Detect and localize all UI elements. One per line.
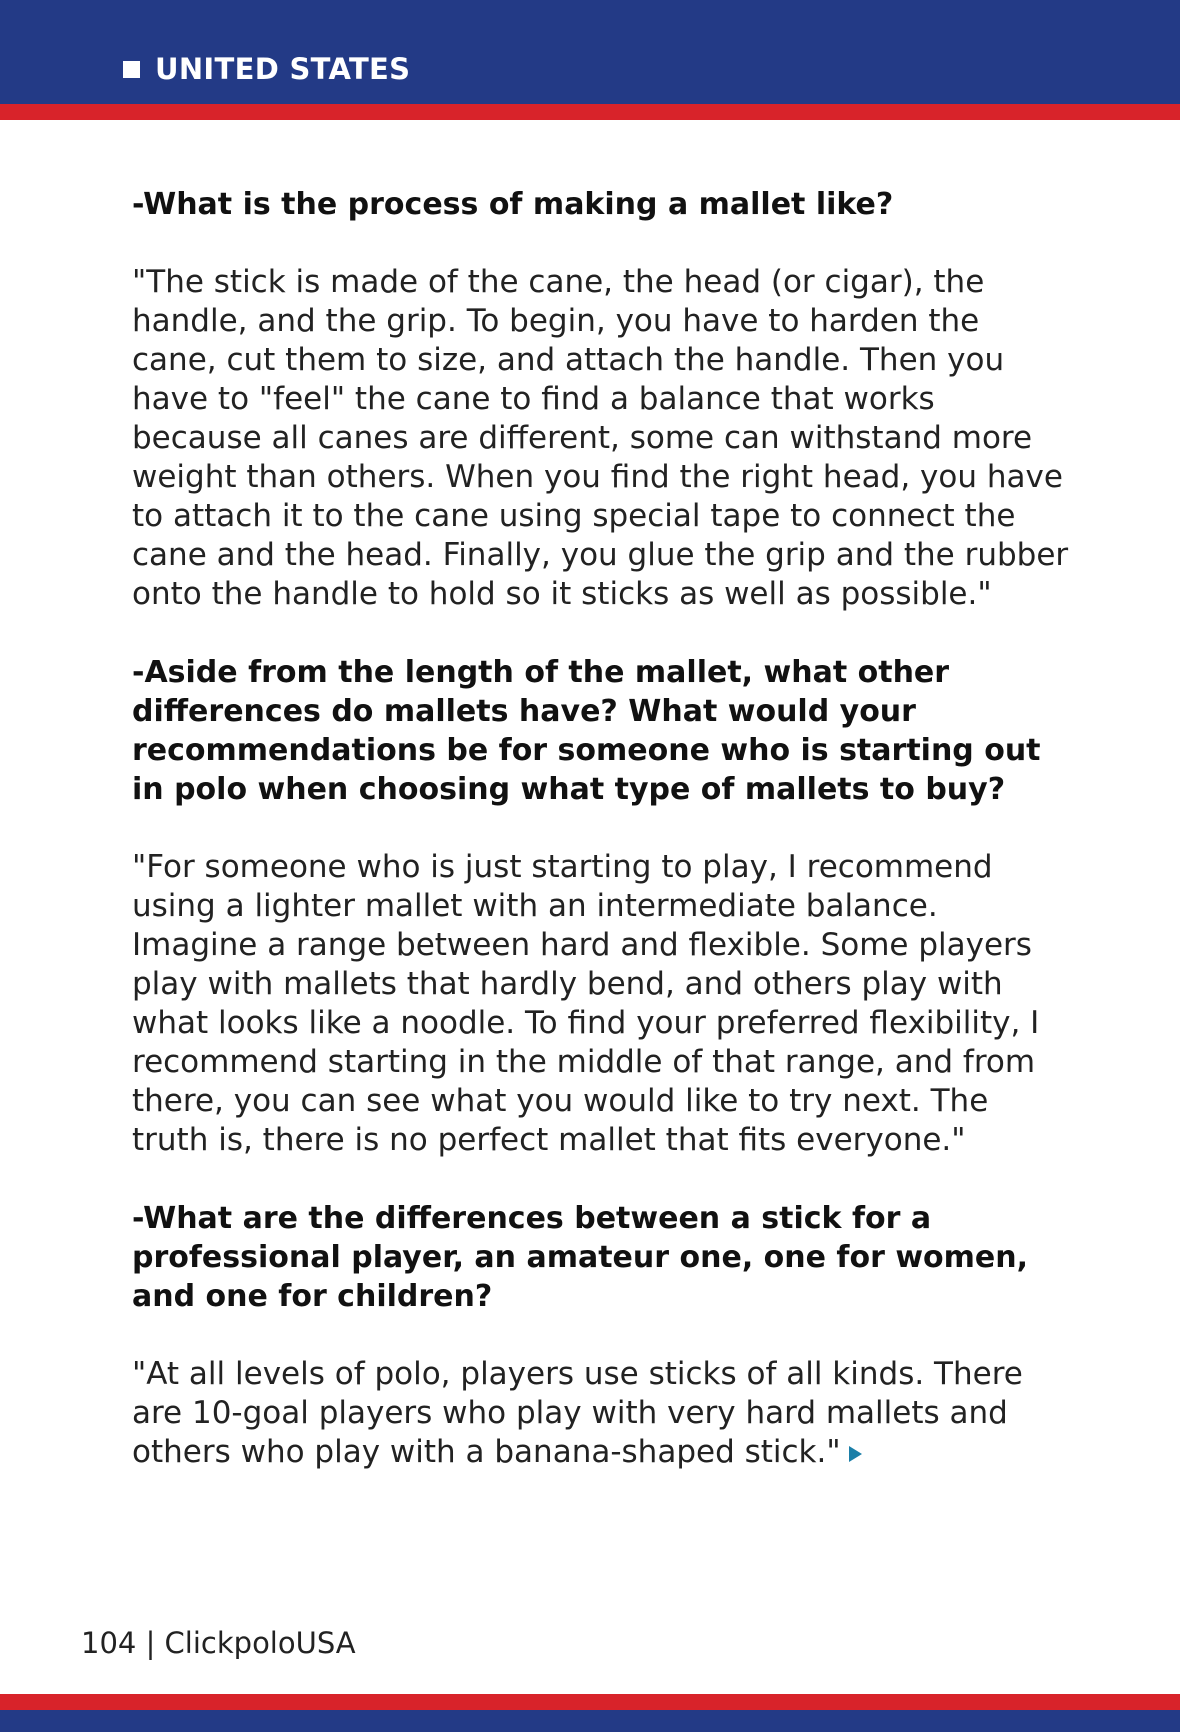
question-3: -What are the differences between a stick for a professional player, an amateur one, one for women, and one for children? [132, 1201, 1029, 1314]
answer-2: "For someone who is just starting to play, I recommend using a lighter mallet with an intermediate balance. Imagine a range between hard and flexible. Some players play with mallets that hardly bend, and others play with what looks like a noodle. To find your preferred flexibility, I recommend starting in the middle of that range, and from there, you can see what you would like to try next. The truth is, there is no perfect mallet that fits everyone." [132, 849, 1040, 1158]
triangle-right-icon [849, 1446, 862, 1462]
square-icon [123, 61, 140, 78]
footer-band [0, 1710, 1180, 1732]
answer-3: "At all levels of polo, players use sticks of all kinds. There are 10-goal players who play with very hard mallets and others who play with a banana-shaped stick." [132, 1356, 1023, 1470]
answer-1: "The stick is made of the cane, the head (or cigar), the handle, and the grip. To begin, you have to harden the cane, cut them to size, and attach the handle. Then you have to "feel" the cane to find a balance that works because all canes are different, some can withstand more weight than others. When you find the right head, you have to attach it to the cane using special tape to connect the cane and the head. Finally, you glue the grip and the rubber onto the handle to hold so it sticks as well as possible." [132, 264, 1069, 612]
question-2: -Aside from the length of the mallet, what other differences do mallets have? What would your recommendations be for someone who is starting out in polo when choosing what type of mallets to buy? [132, 655, 1041, 807]
footer-red-stripe [0, 1694, 1180, 1710]
page-footer-label: 104 | ClickpoloUSA [81, 1626, 356, 1660]
question-1: -What is the process of making a mallet like? [132, 187, 894, 222]
answer-3-container [132, 1355, 1072, 1472]
header-red-stripe [0, 104, 1180, 120]
section-title: UNITED STATES [155, 52, 411, 86]
article-body [132, 185, 1072, 1472]
